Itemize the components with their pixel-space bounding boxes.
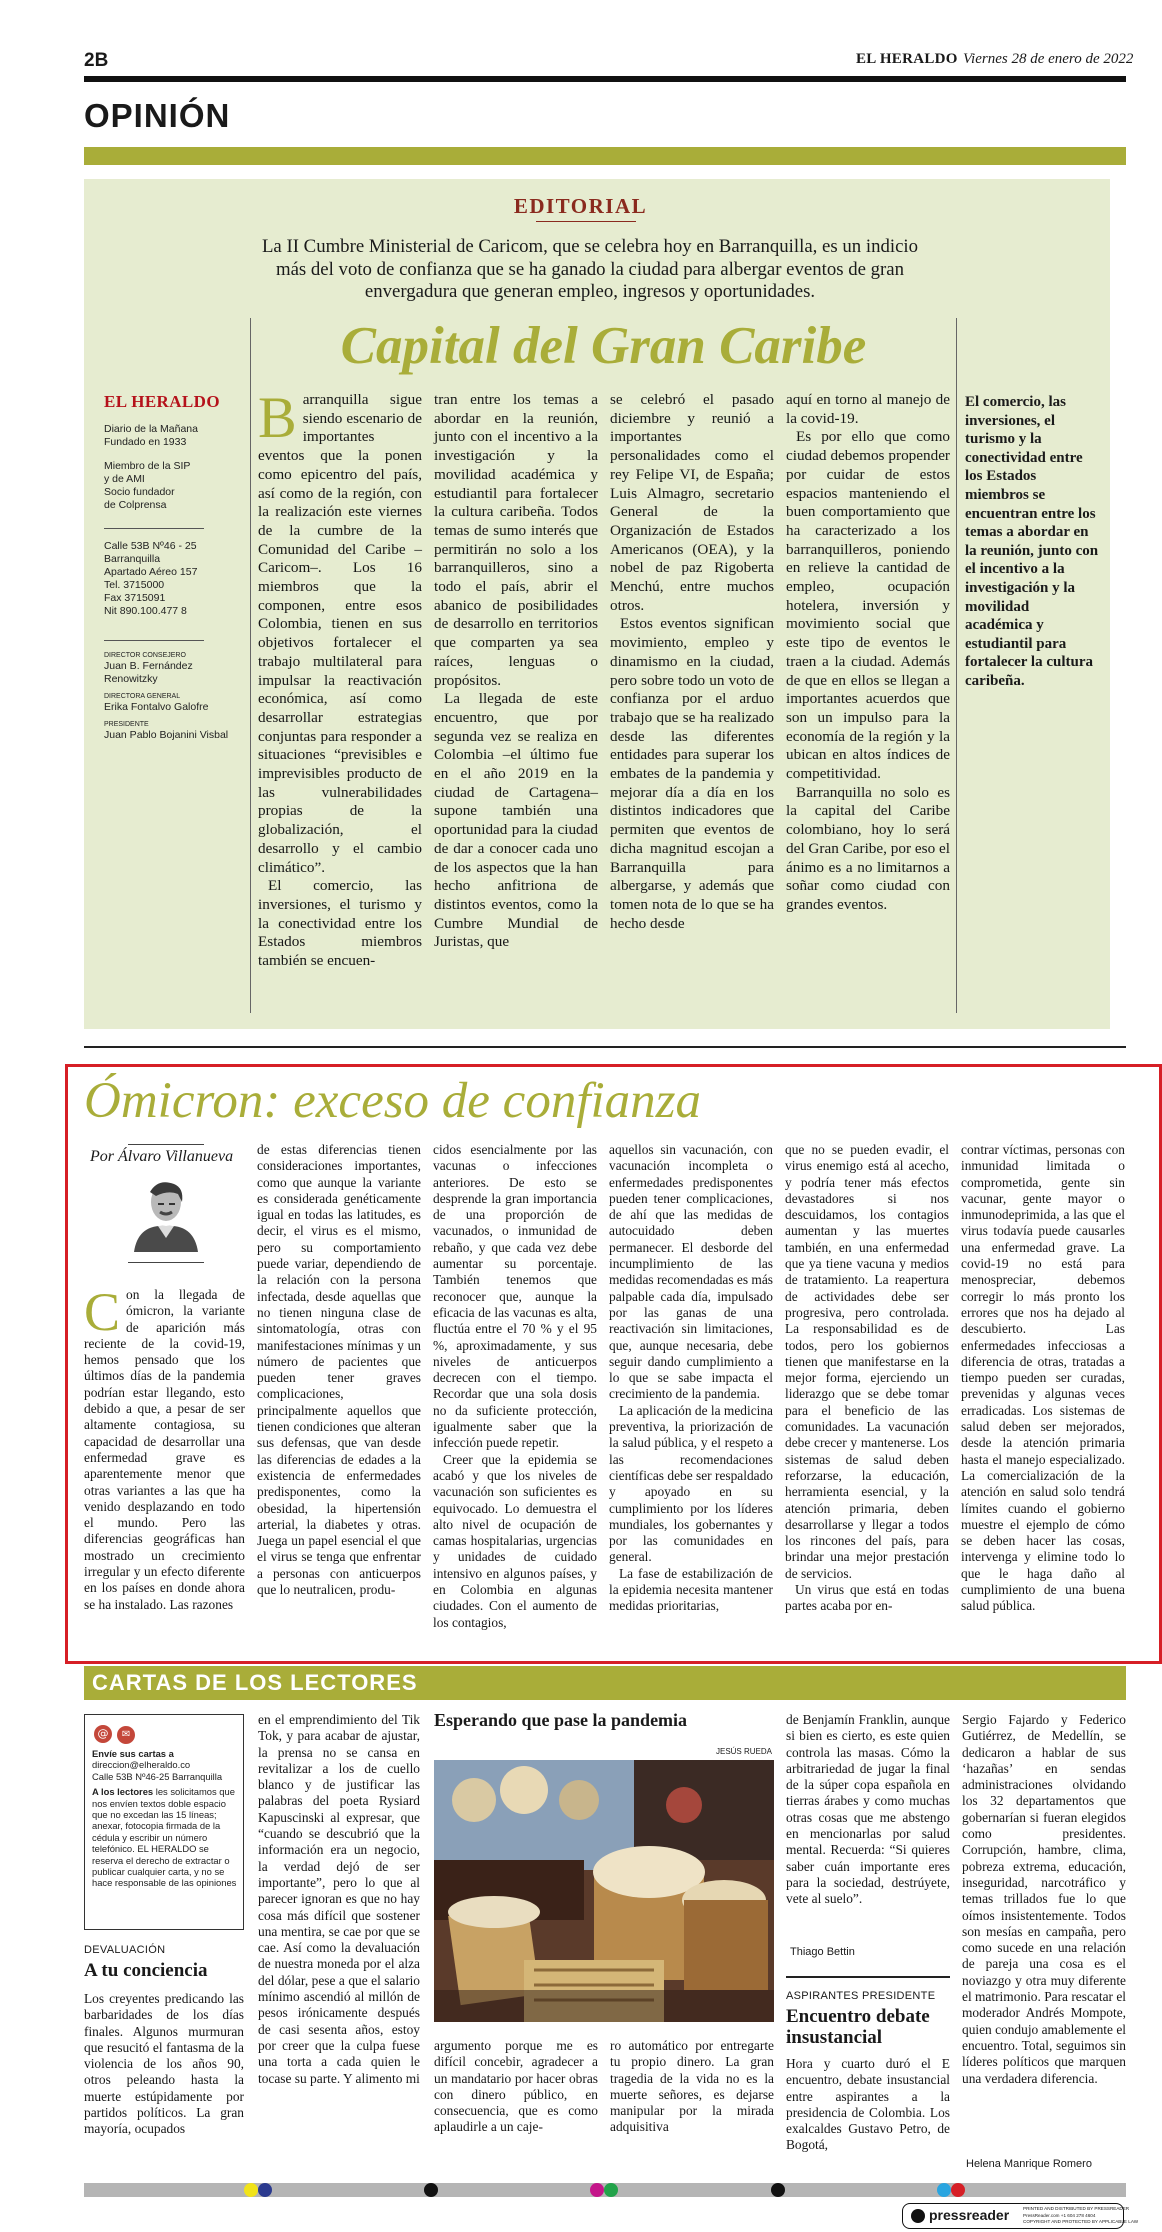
- paragraph: Sergio Fajardo y Federico Gutiérrez, de Medellín, se dedicaron a hablar de sus ‘hazañas’ en sendas administraciones olvidando los 32 departamentos que gobernarían si fueran elegidos como presidentes. Corrupción, hambre, clima, pobreza extrema, educación, inseguridad, narcotráfico y temas trillados fue lo que oímos insistentemente. Todos son mesías en campaña, pero como sucede en una relación de pareja una cosa es el noviazgo y otra muy diferente el matrimonio. Para rescatar el moderador Andrés Mompote, quien condujo amablemente el encuentro. Total, seguimos sin líderes políticos que marquen una verdadera diferencia.: [962, 1712, 1126, 2086]
- editorial-frame-right: [956, 318, 957, 1013]
- submission-text: [92, 1748, 240, 1889]
- editorial-title: Capital del Gran Caribe: [340, 317, 867, 375]
- paragraph: Hora y cuarto duró el E encuentro, debate insustancial entre aspirantes a la presidencia de Colombia. Los exalcaldes Gustavo Petro, de Bogotá,: [786, 2056, 950, 2153]
- paragraph: El comercio, las inversiones, el turismo y la conectividad entre los Estados miembros también se encuen-: [258, 877, 422, 970]
- column-col-2: [257, 1142, 421, 1642]
- byline-rule: [128, 1144, 204, 1145]
- registration-dot: [937, 2183, 951, 2197]
- editorial-column-1: [258, 385, 422, 1001]
- paragraph: tran entre los temas a abordar en la reunión, junto con el incentivo a la investigación y la movilidad académica y estudiantil para fortalecer la cultura caribeña. Todos temas de sumo interés que permitirán no solo a los barranquilleros, sino a todo el país, abrir el abanico de posibilidades de desarrollo en territorios que comparten ya sea raíces, lenguas o propósitos.: [434, 391, 598, 689]
- pressreader-brand: pressreader: [929, 2207, 1010, 2223]
- masthead-line: Nit 890.100.477 8: [104, 605, 187, 617]
- masthead-line: Fundado en 1933: [104, 436, 187, 448]
- masthead-line: Fax 3715091: [104, 592, 166, 604]
- copyright: COPYRIGHT AND PROTECTED BY APPLICABLE LAW: [1023, 2219, 1139, 2224]
- letter-1-title: A tu conciencia: [84, 1960, 208, 1981]
- paragraph: Un virus que está en todas partes acaba por en-: [785, 1582, 949, 1614]
- role-name: Juan Pablo Bojanini Visbal: [104, 729, 229, 741]
- paragraph: de estas diferencias tienen consideraciones importantes, como que aunque la variante es considerada genéticamente igual en todas las latitudes, es decir, el virus es el mismo, pero su comportamiento puede variar, dependiendo de la relación con la persona infectada, desde aquellas que no tienen ninguna clase de sintomatología, otras con manifestaciones mínimas y un número de pacientes que pueden tener graves complicaciones, principalmente aquellos que tienen condiciones que alteran sus defensas, que van desde las diferencias de edades a la existencia de enfermedades predisponentes, como la obesidad, la hipertensión arterial, la diabetes y otras. Juega un papel esencial el que el virus se tenga que enfrentar a personas con anticuerpos que lo neutralicen, produ-: [257, 1142, 421, 1598]
- printed-by: PRINTED AND DISTRIBUTED BY PRESSREADER: [1023, 2206, 1130, 2211]
- photo-title: Esperando que pase la pandemia: [434, 1710, 688, 1730]
- paragraph: on la llegada de ómicron, la variante de aparición más reciente de la covid-19, hemos pensado que los últimos días de la pandemia podrían estar llegando, esto debido a que, a pesar de ser altamente contagiosa, su capacidad de desarrollar una enfermedad grave es aparentemente menor que otras variantes a las que ha venido desplazando en todo el mundo. Pero las diferencias geográficas han mostrado un crecimiento irregular y un efecto diferente en los países en donde ahora se ha instalado. Las razones: [84, 1287, 245, 1612]
- letter-1-col-3: [434, 2038, 598, 2172]
- paragraph: aquí en torno al manejo de la covid-19.: [786, 391, 950, 427]
- column-col-1: [84, 1282, 245, 1643]
- letter-1-col-4: [610, 2038, 774, 2172]
- paragraph: La fase de estabilización de la epidemia necesita mantener medidas prioritarias,: [609, 1565, 773, 1614]
- paragraph: Barranquilla no solo es la capital del Caribe colombiano, hoy lo será del Gran Caribe, por eso el ánimo es a no limitarnos a soñar como ciudad con grandes eventos.: [786, 783, 950, 913]
- letter-1-col-5: [786, 1712, 950, 1947]
- column-col-5: [785, 1142, 949, 1642]
- letters-banner-title: CARTAS DE LOS LECTORES: [92, 1670, 418, 1695]
- paragraph: arranquilla sigue siendo escenario de importantes eventos que la ponen como epicentro del país, así como de la región, con la realización este viernes de la cumbre de la Comunidad del Caribe –Caricom–. Los 16 miembros que la componen, entre esos Colombia, tienen en sus objetivos fortalecer el trabajo multilateral para impulsar la reactivación económica, así como desarrollar estrategias conjuntas para responder a situaciones “previsibles e imprevisibles producto de las vulnerabilidades propias de la globalización, el desarrollo y el cambio climático”.: [258, 391, 422, 876]
- column-dropcap: C: [84, 1282, 121, 1342]
- registration-dot: [771, 2183, 785, 2197]
- letter-2-col-1: [786, 2056, 950, 2172]
- submission-rules-label: A los lectores: [92, 1786, 154, 1798]
- masthead-logo: EL HERALDO: [104, 392, 220, 411]
- paragraph: en el emprendimiento del Tik Tok, y para acabar de ajustar, la prensa no se cansa en revitalizar a los de cuello blanco y de justificar las palabras del poeta Rysiard Kapuscinski al expresar, que “cuando se descubrió que la información era un negocio, la verdad dejó de ser importante”, pero lo que al parecer ignoran es que no hay cosa más difícil que sostener una mentira, se cae por que se cae. Así como la devaluación de nuestra moneda por el alza del dólar, pese a que el salario mínimo ascendió al millón de pesos irónicamente después de casi sesenta años, estoy por creer que la culpa fuese una torta a cada quien le tocase su parte. Y alimento mi: [258, 1712, 420, 2086]
- market-photo: [434, 1760, 774, 2022]
- submission-rules: les solicitamos que nos envíen textos doble espacio que no excedan las 15 líneas; anexar, fotocopia firmada de la cédula y escribir un número telefónico. EL HERALDO se reserva el derecho de extractar o publicar cualquier carta, y no se hace responsable de las opiniones: [92, 1786, 237, 1889]
- pressreader-fine-print: [1023, 2206, 1139, 2226]
- paper-name: EL HERALDO: [856, 51, 958, 67]
- letter-1-signature: Thiago Bettin: [790, 1946, 855, 1958]
- role-name: Juan B. Fernández Renowitzky: [104, 660, 193, 685]
- page-number: 2B: [84, 50, 109, 71]
- masthead-divider: [104, 528, 204, 529]
- registration-dot: [590, 2183, 604, 2197]
- paragraph: La llegada de este encuentro, que por segunda vez se realiza en Colombia –el último fue en el año 2019 en la ciudad de Cartagena– supone también una oportunidad para la ciudad de dar a conocer cada uno de los aspectos que la han hecho anfitriona de distintos eventos, como la Cumbre Mundial de Juristas, que: [434, 690, 598, 951]
- role-label: PRESIDENTE: [104, 721, 149, 728]
- registration-dot: [244, 2183, 258, 2197]
- photo-credit: JESÚS RUEDA: [715, 1747, 772, 1756]
- masthead-divider: [104, 640, 204, 641]
- masthead-line: Miembro de la SIP: [104, 460, 191, 472]
- section-rule: [84, 1046, 1126, 1048]
- submission-email: direccion@elheraldo.co: [92, 1759, 191, 1771]
- masthead-line: Apartado Aéreo 157: [104, 566, 198, 578]
- role-name: Erika Fontalvo Galofre: [104, 701, 209, 713]
- letter-2-kicker: ASPIRANTES PRESIDENTE: [786, 1990, 936, 2002]
- editorial-deck: La II Cumbre Ministerial de Caricom, que se celebra hoy en Barranquilla, es un indicio más del voto de confianza que se ha ganado la ciudad para albergar eventos de gran envergadura que generan empleo, ingresos y oportunidades.: [261, 236, 919, 302]
- at-icon: @: [94, 1725, 112, 1743]
- column-col-6: [961, 1142, 1125, 1642]
- column-col-3: [433, 1142, 597, 1642]
- header-rule: [84, 76, 1126, 82]
- letter-2-signature: Helena Manrique Romero: [966, 2158, 1092, 2170]
- masthead-info-3: [104, 540, 244, 618]
- masthead-line: Tel. 3715000: [104, 579, 165, 591]
- registration-dot: [604, 2183, 618, 2197]
- editorial-kicker: EDITORIAL: [513, 194, 648, 218]
- paragraph: Los creyentes predicando las barbaridades de los días finales. Algunos murmuran que resucitó el fantasma de la violencia de los años 90, otros peleando hasta la muerte estúpidamente por partidos políticos. La gran mayoría, ocupados: [84, 1991, 244, 2137]
- letter-1-col-2: [258, 1712, 420, 2172]
- paragraph: contrar víctimas, personas con inmunidad limitada o comprometida, gente sin vacunar, gente mayor o inmunodeprimida, a las que el virus todavía puede causarles una enfermedad grave. La covid-19 no está para menospreciar, debemos corregir lo más pronto los errores que nos ha dejado al descubierto. Las enfermedades infecciosas a diferencia de otras, tratadas a tiempo pueden ser curadas, prevenidas y algunas veces erradicadas. Los sistemas de salud deben ser mejorados, desde la atención primaria hasta el manejo especializado. La comercialización de la atención en salud solo tendrá límites cuando el gobierno muestre el ejemplo de cómo se deben hacer las cosas, intervenga y elimine todo lo que le haga daño al cumplimiento de una buena salud pública.: [961, 1142, 1125, 1614]
- paragraph: Estos eventos significan movimiento, empleo y dinamismo en la ciudad, pero sobre todo un voto de confianza por el arduo trabajo que se ha realizado desde las diferentes entidades para superar los embates de la pandemia y mejorar día a día en los distintos indicadores que permiten que eventos de dicha magnitud escojan a Barranquilla para albergarse, y además que tomen nota de lo que se ha hecho desde: [610, 615, 774, 932]
- editorial-column-4: [786, 391, 950, 1001]
- paragraph: de Benjamín Franklin, aunque si bien es cierto, es este quien controla las masas. Cómo la arbitrariedad de jugar la final de la súper copa española en tierras árabes y como muchas otras cosas que me abstengo en mencionarlas por salud mental. Recuerda: “Si quieres saber cuán importante eres para la sociedad, destrúyete, vete al suelo”.: [786, 1712, 950, 1907]
- registration-dot: [258, 2183, 272, 2197]
- registration-marks: [0, 2183, 1161, 2197]
- masthead-roles: [104, 651, 244, 742]
- masthead-line: Barranquilla: [104, 553, 161, 565]
- submission-address: Calle 53B Nº46-25 Barranquilla: [92, 1770, 223, 1782]
- masthead-info-2: [104, 460, 244, 512]
- paragraph: argumento porque me es difícil concebir, agradecer a un mandatario por hacer obras con dinero público, en consecuencia, que es como aplaudirle a un caje-: [434, 2038, 598, 2135]
- paragraph: se celebró el pasado diciembre y reunió a importantes personalidades como el rey Felipe VI, de España; Luis Almagro, secretario General de la Organización de Estados Americanos (OEA), y la nobel de paz Rigoberta Menchú, entre muchos otros.: [610, 391, 774, 614]
- pressreader-site: PressReader.com +1 604 278 4604: [1023, 2212, 1096, 2218]
- registration-dot: [951, 2183, 965, 2197]
- letter-divider: [786, 1976, 950, 1978]
- author-portrait-icon: [128, 1172, 204, 1252]
- pressreader-badge: [902, 2203, 1139, 2229]
- registration-dot: [424, 2183, 438, 2197]
- role-label: DIRECTORA GENERAL: [104, 693, 181, 700]
- editorial-frame-left: [250, 318, 251, 1013]
- submission-title: Envíe sus cartas a: [92, 1748, 174, 1759]
- section-title: OPINIÓN: [84, 97, 231, 134]
- paragraph: La aplicación de la medicina preventiva, la priorización de la salud pública, y el respeto a las recomendaciones científicas debe ser respaldado y apoyado en su cumplimiento por los líderes mundiales, los gobernantes y por las comunidades en general.: [609, 1402, 773, 1565]
- masthead-line: de Colprensa: [104, 499, 167, 511]
- editorial-pullquote: El comercio, las inversiones, el turismo y la conectividad entre los Estados miembros se encuentran entre los temas a abordar en la reunión, junto con el incentivo a la investigación y la movilidad académica y estudiantil para fortalecer la cultura caribeña.: [965, 394, 1099, 689]
- kicker-underline: [536, 221, 636, 222]
- letter-2-title: Encuentro debate insustancial: [786, 2006, 930, 2048]
- paragraph: aquellos sin vacunación, con vacunación incompleta o enfermedades predisponentes pueden tener complicaciones, de ahí que las medidas de autocuidado deben permanecer. El desborde del incumplimiento de las medidas recomendadas es más palpable cada día, impulsado por las ganas de una reactivación sin limitaciones, que, aunque necesaria, debe seguir dando cumplimiento a lo que se sabe impacta el crecimiento de la pandemia.: [609, 1142, 773, 1402]
- letter-1-col-1: [84, 1991, 244, 2171]
- editorial-column-3: [610, 391, 774, 1001]
- role-label: DIRECTOR CONSEJERO: [104, 652, 186, 659]
- masthead-line: y de AMI: [104, 473, 145, 485]
- masthead-info-1: [104, 423, 244, 449]
- column-col-4: [609, 1142, 773, 1642]
- drums-photo-icon: [434, 1760, 774, 2022]
- contact-icons: [94, 1722, 135, 1744]
- author-photo: [128, 1172, 204, 1252]
- editorial-dropcap: B: [258, 385, 297, 450]
- editorial-column-2: [434, 391, 598, 1001]
- paragraph: Creer que la epidemia se acabó y que los niveles de vacunación son suficientes es equivocado. Lo demuestra el alto nivel de ocupación de camas hospitalarias, urgencias y unidades de cuidado intensivo en algunos países, y en Colombia en algunas ciudades. Con el aumento de los contagios,: [433, 1451, 597, 1630]
- masthead-line: Diario de la Mañana: [104, 423, 198, 435]
- accent-bar: [84, 147, 1126, 165]
- column-title: Ómicron: exceso de confianza: [84, 1073, 702, 1129]
- issue-date: Viernes 28 de enero de 2022: [963, 51, 1134, 67]
- letter-2-col-2: [962, 1712, 1126, 2152]
- paragraph: cidos esencialmente por las vacunas o infecciones anteriores. De esto se desprende la gran importancia de una proporción de vacunados, o inmunidad de rebaño, y que cada vez debe aumentar su porcentaje. También tenemos que reconocer que, aunque la eficacia de las vacunas es alta, fluctúa entre el 70 % y el 95 %, aproximadamente, y sus niveles de anticuerpos decrecen con el tiempo. Recordar que una sola dosis no da suficiente protección, igualmente saber que la infección puede repetir.: [433, 1142, 597, 1451]
- paragraph: ro automático por entregarte tu propio dinero. La gran tragedia de la vida no es la muerte señores, es dejarse manipular por la mirada adquisitiva: [610, 2038, 774, 2135]
- paragraph: Es por ello que como ciudad debemos propender por cuidar de estos espacios manteniendo el buen comportamiento que ha caracterizado a los barranquilleros, poniendo en relieve la cantidad de empleo, ocupación hotelera, inversión y movimiento social que este tipo de eventos le traen a la ciudad. Además de que en ellos se llegan a importantes acuerdos que son un impulso para la economía de la región y la ubican en altos índices de competitividad.: [786, 428, 950, 783]
- masthead-line: Socio fundador: [104, 486, 175, 498]
- letters-banner: [84, 1666, 1126, 1700]
- photo-rule: [128, 1262, 204, 1263]
- pressreader-logo-icon: [911, 2209, 925, 2223]
- masthead-line: Calle 53B Nº46 - 25: [104, 540, 197, 552]
- column-byline: Por Álvaro Villanueva: [90, 1148, 234, 1165]
- paragraph: que no se pueden evadir, el virus enemigo está al acecho, y podría tener más efectos devastadores si nos descuidamos, los contagios aumentan y las muertes también, en una enfermedad que ya tiene vacuna y medios de tratamiento. La reapertura de actividades debe ser progresiva, pero controlada. La responsabilidad es de todos, pero los gobiernos tienen que manifestarse en la mejor forma, ejerciendo un liderazgo que se debe tomar para el beneficio de las comunidades. La vacunación debe crecer y mantenerse. Los sistemas de salud deben reforzarse, la educación, herramienta esencial, y la atención primaria, deben desarrollarse y llegar a todos los rincones del país, para brindar una mejor prestación de servicios.: [785, 1142, 949, 1581]
- mail-icon: ✉: [117, 1726, 135, 1744]
- letter-1-kicker: DEVALUACIÓN: [84, 1944, 166, 1956]
